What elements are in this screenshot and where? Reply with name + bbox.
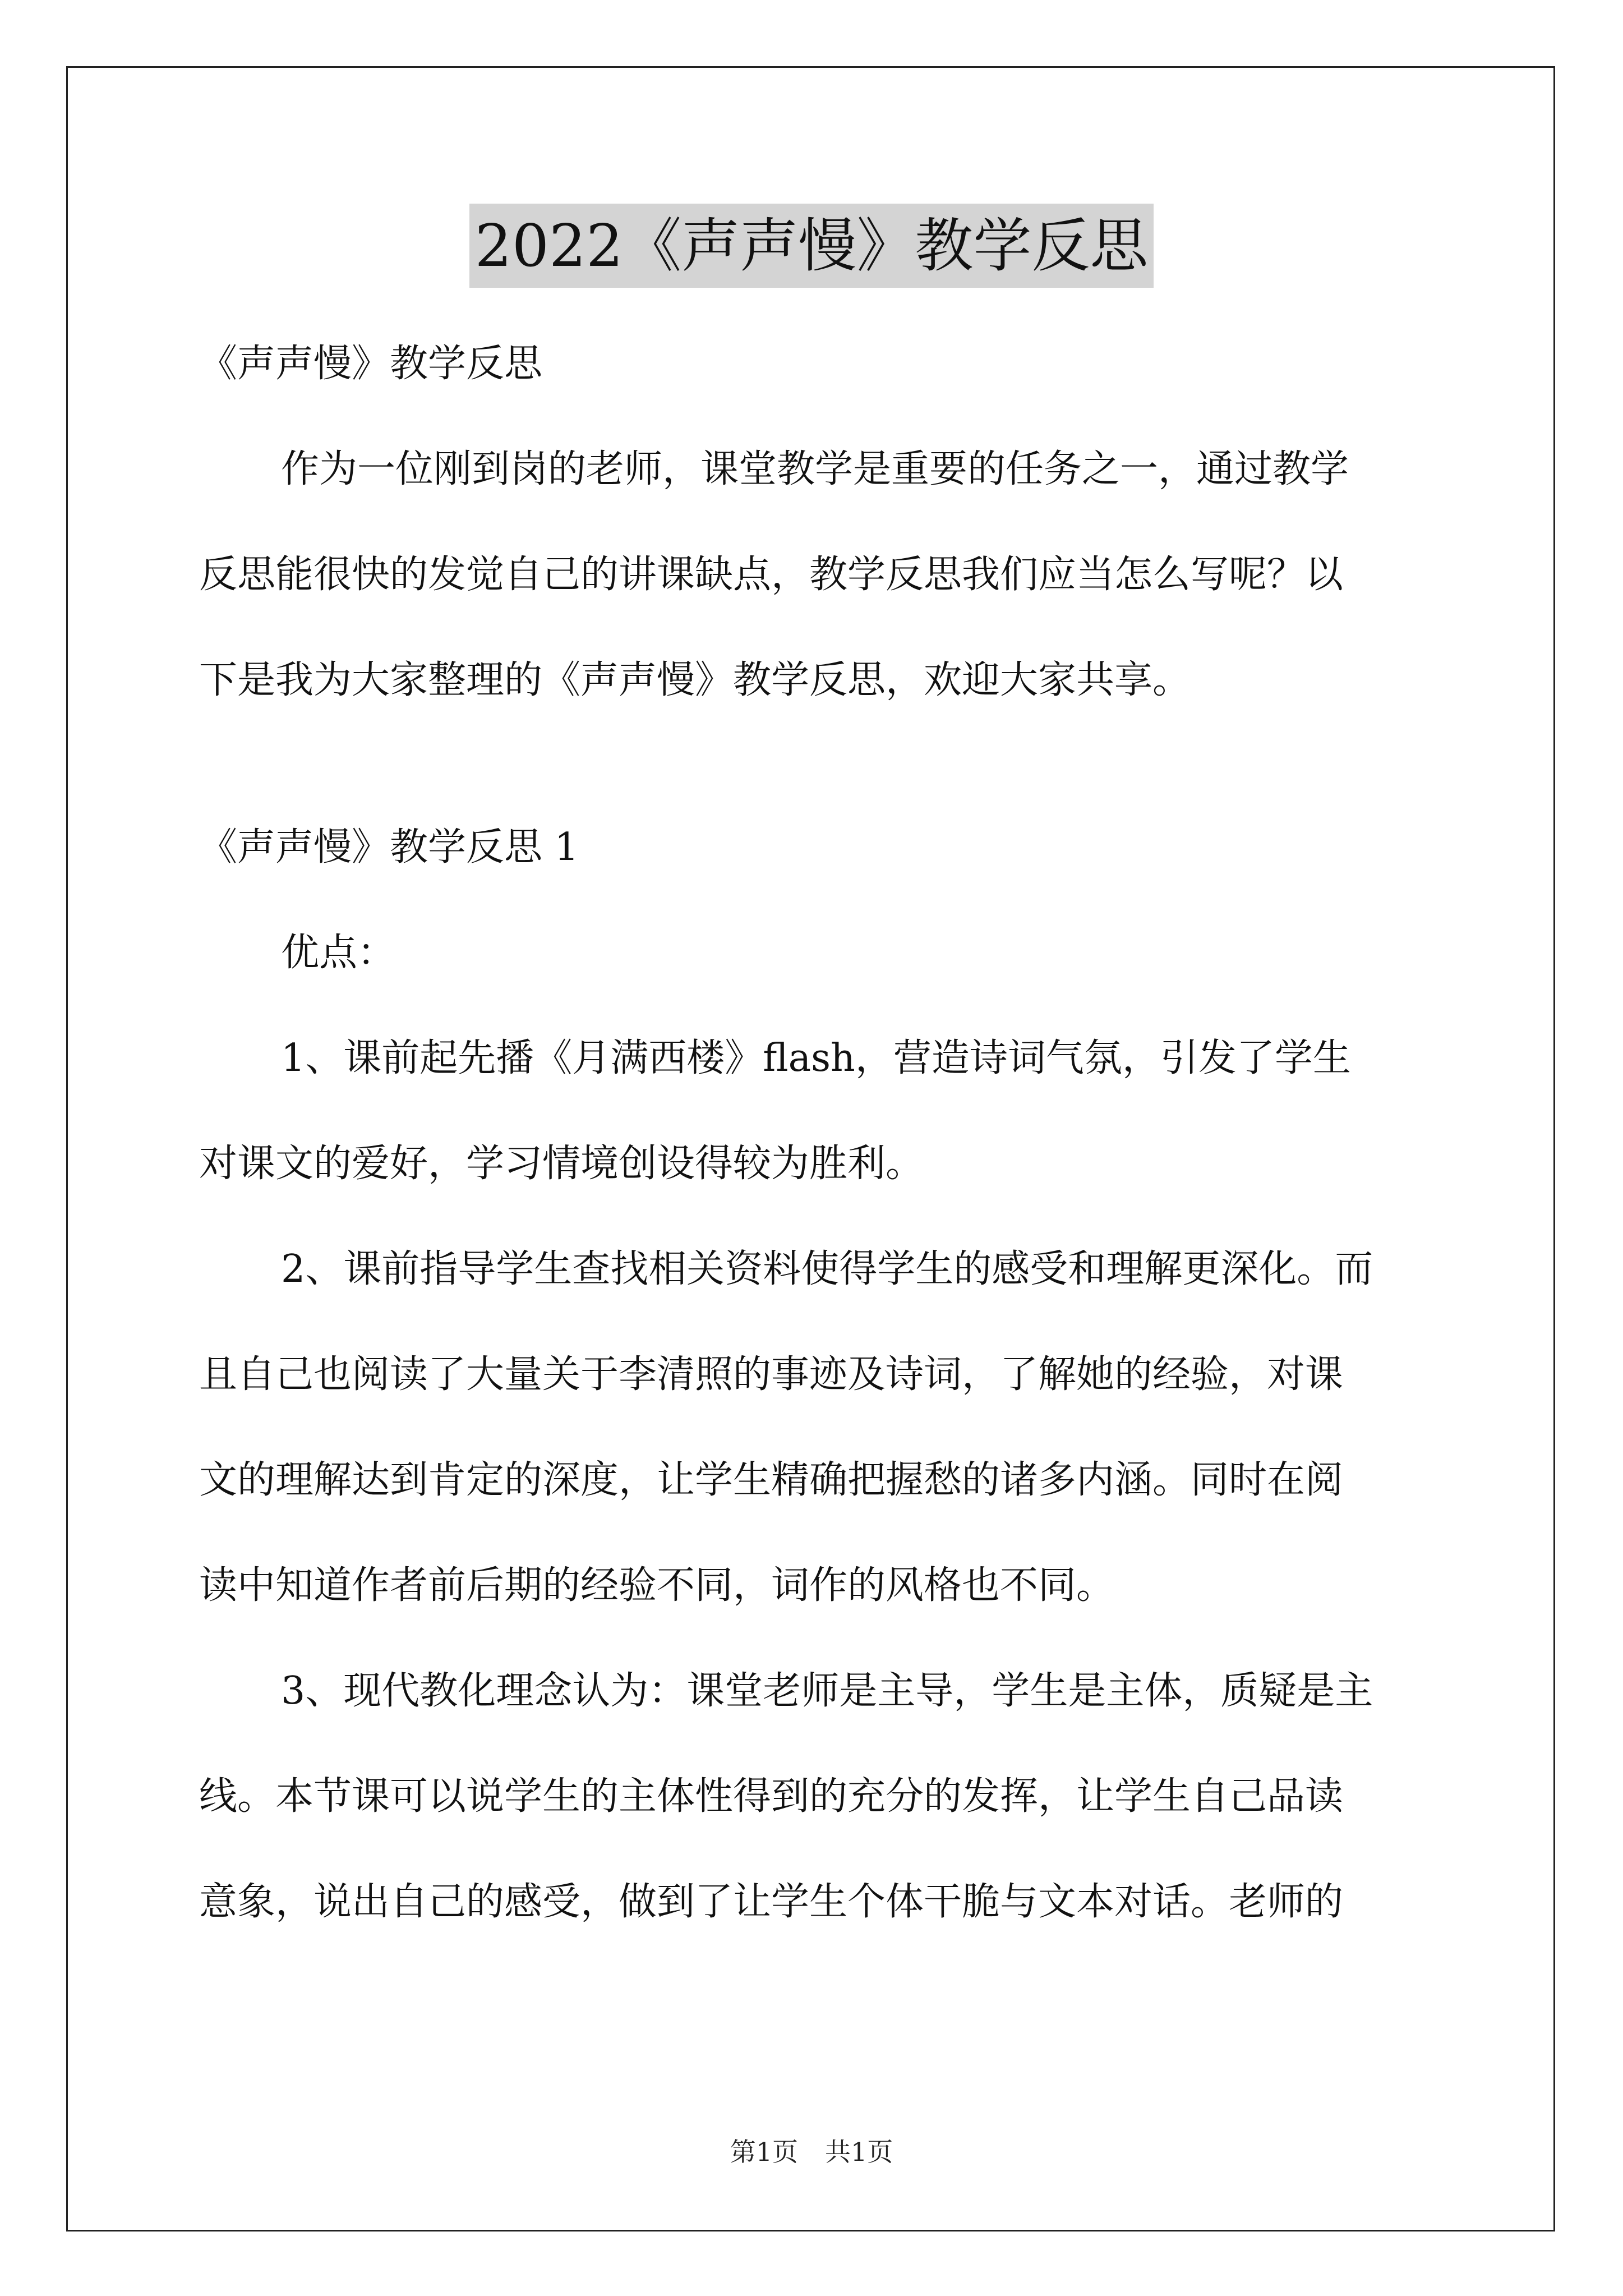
document-body <box>199 311 1433 1955</box>
title-container <box>0 204 1623 288</box>
subheading-advantages: 优点： <box>281 931 396 975</box>
paragraph-line: 线。本节课可以说学生的主体性得到的充分的发挥，让学生自己品读 <box>199 1774 1344 1819</box>
paragraph-line: 2、课前指导学生查找相关资料使得学生的感受和理解更深化。而 <box>281 1247 1373 1291</box>
paragraph-line: 下是我为大家整理的《声声慢》教学反思，欢迎大家共享。 <box>199 658 1191 702</box>
document-title: 2022《声声慢》教学反思 <box>469 204 1154 288</box>
page-total: 共1页 <box>825 2137 893 2167</box>
section-heading-intro: 《声声慢》教学反思 <box>199 342 543 386</box>
page-number: 第1页 <box>730 2137 798 2167</box>
paragraph-line: 文的理解达到肯定的深度，让学生精确把握愁的诸多内涵。同时在阅 <box>199 1458 1344 1502</box>
paragraph-gap <box>199 733 1433 795</box>
page-footer <box>0 2135 1623 2169</box>
paragraph-line: 1、课前起先播《月满西楼》flash，营造诗词气氛，引发了学生 <box>281 1036 1351 1080</box>
paragraph-line: 对课文的爱好，学习情境创设得较为胜利。 <box>199 1142 924 1186</box>
paragraph-line: 作为一位刚到岗的老师，课堂教学是重要的任务之一，通过教学 <box>281 447 1349 491</box>
paragraph-line: 读中知道作者前后期的经验不同，词作的风格也不同。 <box>199 1563 1115 1608</box>
section-heading-1: 《声声慢》教学反思 1 <box>199 825 579 869</box>
paragraph-line: 且自己也阅读了大量关于李清照的事迹及诗词，了解她的经验，对课 <box>199 1352 1344 1397</box>
paragraph-line: 意象，说出自己的感受，做到了让学生个体干脆与文本对话。老师的 <box>199 1880 1344 1924</box>
paragraph-line: 3、现代教化理念认为：课堂老师是主导，学生是主体，质疑是主 <box>281 1669 1373 1713</box>
paragraph-line: 反思能很快的发觉自己的讲课缺点，教学反思我们应当怎么写呢？以 <box>199 553 1344 597</box>
